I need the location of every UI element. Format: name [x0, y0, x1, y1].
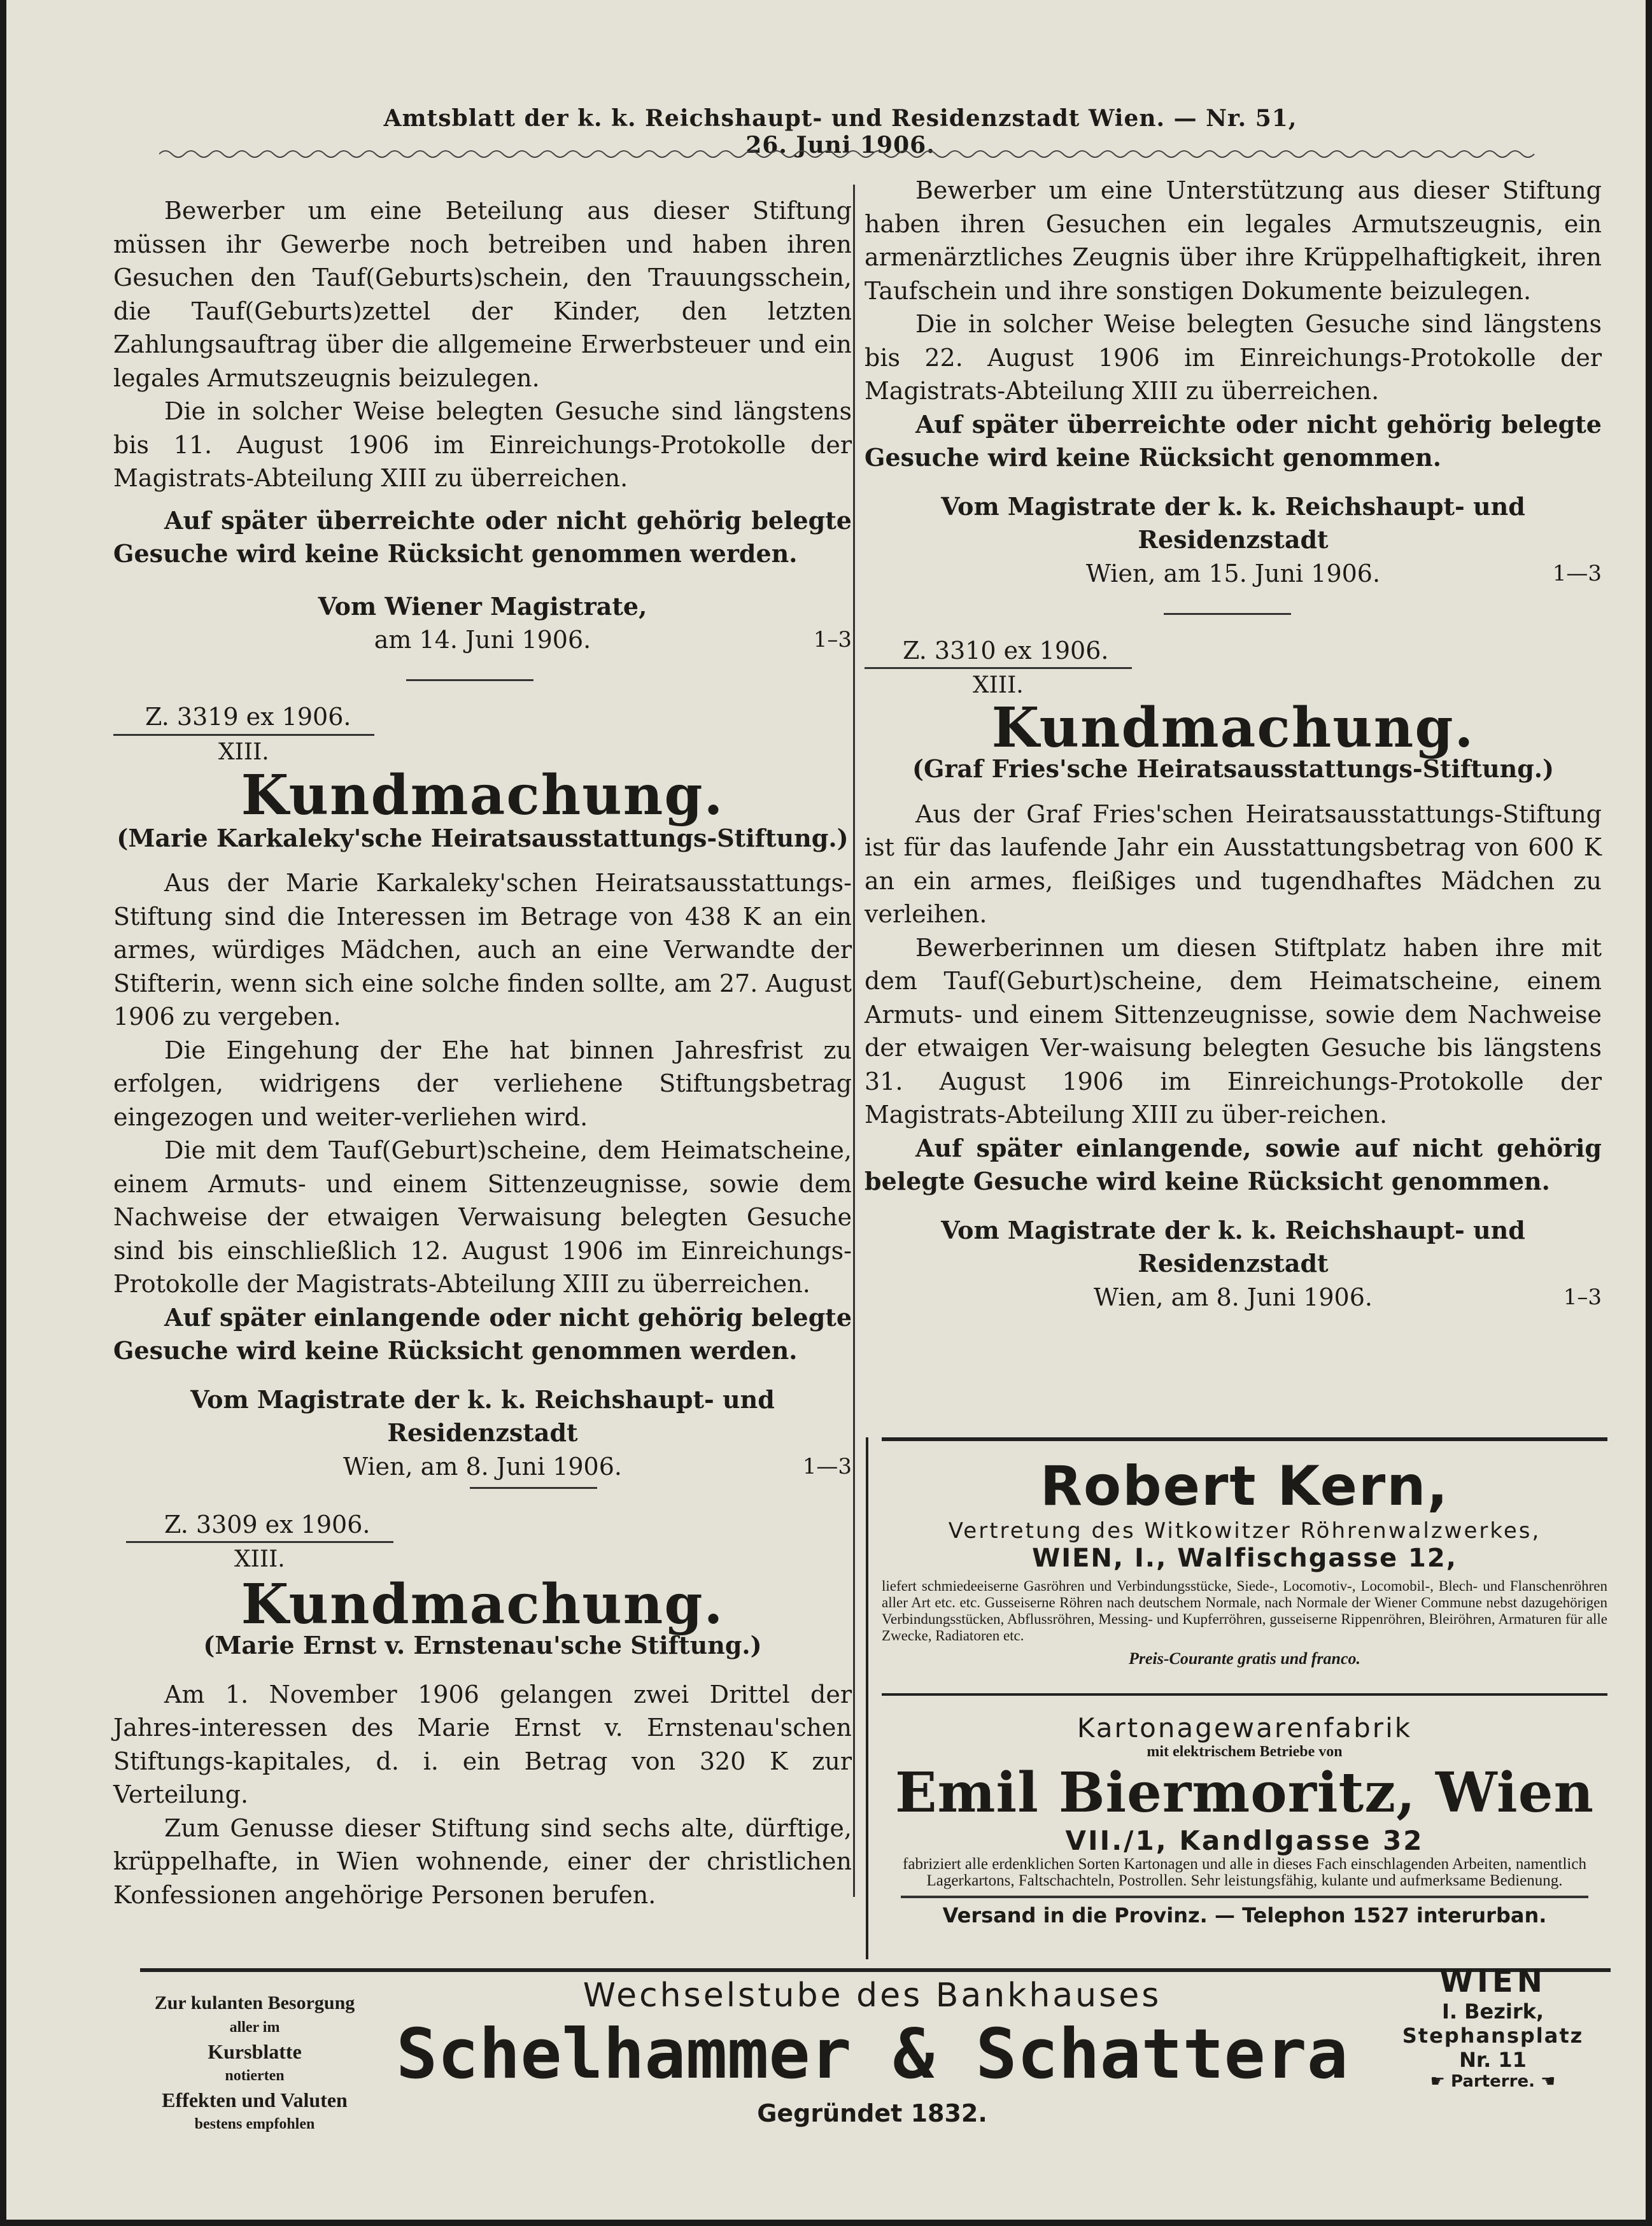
ad-company-name: Emil Biermoritz, Wien — [895, 1761, 1594, 1825]
bank-right-line — [1369, 2072, 1617, 2091]
warning-text: Auf später einlangende oder nicht gehörig belegte Gesuche wird keine Rücksicht genommen werden. — [113, 1302, 852, 1365]
paragraph: Die in solcher Weise belegten Gesuche sind längstens bis 22. August 1906 im Einreichungs-Protokolle der Magistrats-Abteilung XIII zu überreichen. — [865, 310, 1602, 405]
paragraph: Bewerberinnen um diesen Stiftplatz haben ihre mit dem Tauf(Geburt)scheine, dem Heimatscheine, einem Armuts- und einem Sittenzeugnisse, sowie dem Nachweise der etwaigen Ver-waisung belegten Gesuche bis längstens 31. August 1906 im Einreichungs-Protokolle der Magistrats-Abteilung XIII zu über-reichen. — [865, 933, 1602, 1129]
zahl-reference: Z. 3309 ex 1906. — [164, 1510, 371, 1539]
notice-title: Kundmachung. — [991, 695, 1475, 760]
zahl-reference: Z. 3319 ex 1906. — [145, 703, 351, 731]
left-column — [113, 194, 852, 1912]
pointing-hand-icon: ☛ — [1430, 2072, 1445, 2091]
paragraph: Bewerber um eine Beteilung aus dieser Stiftung müssen ihr Gewerbe noch betreiben und haben ihren Gesuchen den Tauf(Geburts)schein, den Trauungsschein, die Tauf(Geburts)zettel der Kinder, den letzten Zahlungsauftrag über die allgemeine Erwerbsteuer und ein legales Armutszeugnis beizulegen. — [113, 197, 852, 392]
ad-inner-rule — [901, 1896, 1588, 1898]
bank-left-text — [140, 1991, 369, 2136]
paragraph: Aus der Marie Karkaleky'schen Heiratsausstattungs-Stiftung sind die Interessen im Betrage von 438 K an ein armes, würdiges Mädchen, auch an eine Verwandte der Stifterin, wenn sich eine solche finden sollte, am 27. August 1906 zu vergeben. — [113, 869, 852, 1031]
notice-date: am 14. Juni 1906. — [374, 626, 591, 654]
paragraph: Die Eingehung der Ehe hat binnen Jahresfrist zu erfolgen, widrigens der verliehene Stiftungsbetrag eingezogen und weiter-verliehen wird. — [113, 1036, 852, 1131]
notice-subtitle: (Graf Fries'sche Heiratsausstattungs-Stiftung.) — [912, 754, 1554, 783]
bank-right-line: Stephansplatz — [1402, 2024, 1584, 2048]
signature: Vom Magistrate der k. k. Reichshaupt- und Residenzstadt — [190, 1384, 775, 1447]
insertion-ref: 1–3 — [1563, 1284, 1602, 1310]
scan-edge-bottom — [0, 2220, 1652, 2226]
ad-body: fabriziert alle erdenklichen Sorten Kartonagen und alle in dieses Fach einschlagenden Arbeiten, namentlich Lagerkartons, Faltschachteln, Postrollen. Sehr leistungsfähig, kulante und aufmerksame Bedienung. — [903, 1856, 1586, 1889]
ad-separator-rule — [882, 1693, 1607, 1696]
bank-left-line: Effekten und Valuten — [162, 2089, 348, 2111]
ad-footer: Versand in die Provinz. — Telephon 1527 interurban. — [942, 1903, 1547, 1927]
ad-address: VII./1, Kandlgasse 32 — [1065, 1825, 1424, 1856]
bank-left-line: Kursblatte — [208, 2040, 302, 2063]
zahl-reference: Z. 3310 ex 1906. — [903, 636, 1109, 665]
date-row — [865, 557, 1602, 590]
warning-text: Auf später überreichte oder nicht gehörig belegte Gesuche wird keine Rücksicht genommen. — [865, 409, 1602, 472]
bank-left-line: bestens empfohlen — [194, 2116, 315, 2132]
bank-right-text — [1369, 1964, 1617, 2091]
date-row — [113, 1450, 852, 1483]
ad-body: liefert schmiedeeiserne Gasröhren und Verbindungsstücke, Siede-, Locomotiv-, Locomobil-, Blech- und Flanschenröhren aller Art etc. etc. Gusseiserne Röhren nach deutschem Normale, nach Normale der Wiener Commune nebst dazugehörigen Verbindungsstücken, Abflussröhren, Messing- und Kupferröhren, gusseiserne Rippenröhren, Bleiröhren, Armaturen für alle Zwecke, Radiatoren etc. — [882, 1578, 1607, 1644]
warning-text: Auf später überreichte oder nicht gehörig belegte Gesuche wird keine Rücksicht genommen werden. — [113, 505, 852, 568]
insertion-ref: 1—3 — [802, 1453, 852, 1479]
paragraph: Bewerber um eine Unterstützung aus dieser Stiftung haben ihren Gesuchen ein legales Armutszeugnis, ein armenärztliches Zeugnis über ihre Krüppelhaftigkeit, ihren Taufschein und ihre sonstigen Dokumente beizulegen. — [865, 176, 1602, 305]
signature: Vom Wiener Magistrate, — [318, 591, 647, 621]
date-row — [113, 623, 852, 656]
ad-company-name: Robert Kern, — [1040, 1455, 1450, 1518]
paragraph: Am 1. November 1906 gelangen zwei Drittel der Jahres-interessen des Marie Ernst v. Ernstenau'schen Stiftungs-kapitales, d. i. ein Betrag von 320 K zur Verteilung. — [113, 1680, 852, 1808]
ad-robert-kern — [882, 1455, 1607, 1668]
bank-left-line: notierten — [225, 2068, 285, 2084]
department: XIII. — [218, 738, 269, 765]
department: XIII. — [234, 1546, 285, 1572]
header-wavy-rule — [159, 141, 1541, 167]
scan-edge-right — [1646, 0, 1652, 2226]
column-divider — [853, 185, 855, 1897]
ad-divider — [866, 1437, 868, 1959]
insertion-ref: 1–3 — [813, 627, 852, 652]
ad-subtitle: Vertretung des Witkowitzer Röhrenwalzwerkes, — [948, 1518, 1541, 1544]
notice-date: Wien, am 8. Juni 1906. — [1094, 1283, 1373, 1311]
notice-date: Wien, am 15. Juni 1906. — [1085, 559, 1381, 588]
bank-left-line: Zur kulanten Besorgung — [154, 1992, 355, 2013]
right-column — [865, 174, 1602, 1314]
page-header: Amtsblatt der k. k. Reichshaupt- und Residenzstadt Wien. — Nr. 51, 26. Juni 1906. — [383, 105, 1297, 158]
date-row — [865, 1281, 1602, 1314]
insertion-ref: 1—3 — [1552, 560, 1602, 586]
signature: Vom Magistrate der k. k. Reichshaupt- und Residenzstadt — [941, 491, 1525, 554]
ad-sub: mit elektrischem Betriebe von — [1147, 1743, 1343, 1760]
bank-right-line: I. Bezirk, — [1441, 1999, 1544, 2024]
ad-footer: Preis-Courante gratis und franco. — [1128, 1649, 1361, 1668]
notice-subtitle: (Marie Karkaleky'sche Heiratsausstattungs-Stiftung.) — [116, 823, 849, 852]
notice-title: Kundmachung. — [241, 1572, 724, 1637]
paragraph: Die mit dem Tauf(Geburt)scheine, dem Heimatscheine, einem Armuts- und einem Sittenzeugnisse, sowie dem Nachweise der etwaigen Verwaisung belegten Gesuche sind bis einschließlich 12. August 1906 im Einreichungs-Protokolle der Magistrats-Abteilung XIII zu überreichen. — [113, 1136, 852, 1298]
department: XIII. — [973, 672, 1024, 698]
bank-right-line: Nr. 11 — [1459, 2048, 1527, 2072]
ad-address: WIEN, I., Walfischgasse 12, — [1032, 1544, 1457, 1573]
ad-emil-biermoritz — [882, 1712, 1607, 1927]
notice-title: Kundmachung. — [241, 763, 724, 828]
paragraph: Zum Genusse dieser Stiftung sind sechs alte, dürftige, krüppelhafte, in Wien wohnende, einer der christlichen Konfessionen angehörige Personen berufen. — [113, 1814, 852, 1909]
bank-name: Schelhammer & Schattera — [396, 2015, 1348, 2094]
bank-center — [376, 1976, 1369, 2127]
notice-date: Wien, am 8. Juni 1906. — [343, 1452, 622, 1481]
warning-text: Auf später einlangende, sowie auf nicht gehörig belegte Gesuche wird keine Rücksicht genommen. — [865, 1133, 1602, 1195]
ad-kind: Kartonagewarenfabrik — [1077, 1712, 1413, 1743]
ad-top-rule — [882, 1437, 1607, 1441]
paragraph: Aus der Graf Fries'schen Heiratsausstattungs-Stiftung ist für das laufende Jahr ein Ausstattungsbetrag von 600 K an ein armes, fleißiges und tugendhaftes Mädchen zu verleihen. — [865, 800, 1602, 928]
bank-right-parterre: Parterre. — [1451, 2072, 1535, 2091]
paragraph: Die in solcher Weise belegten Gesuche sind längstens bis 11. August 1906 im Einreichungs-Protokolle der Magistrats-Abteilung XIII zu überreichen. — [113, 397, 852, 492]
bank-left-line: aller im — [229, 2019, 280, 2036]
notice-subtitle: (Marie Ernst v. Ernstenau'sche Stiftung.) — [203, 1631, 762, 1659]
bank-right-line: WIEN — [1439, 1964, 1546, 1999]
signature: Vom Magistrate der k. k. Reichshaupt- und Residenzstadt — [941, 1215, 1525, 1278]
bank-established: Gegründet 1832. — [757, 2099, 987, 2127]
pointing-hand-icon: ☚ — [1541, 2072, 1556, 2091]
bank-headline: Wechselstube des Bankhauses — [582, 1976, 1162, 2015]
scan-edge-left — [0, 0, 6, 2226]
